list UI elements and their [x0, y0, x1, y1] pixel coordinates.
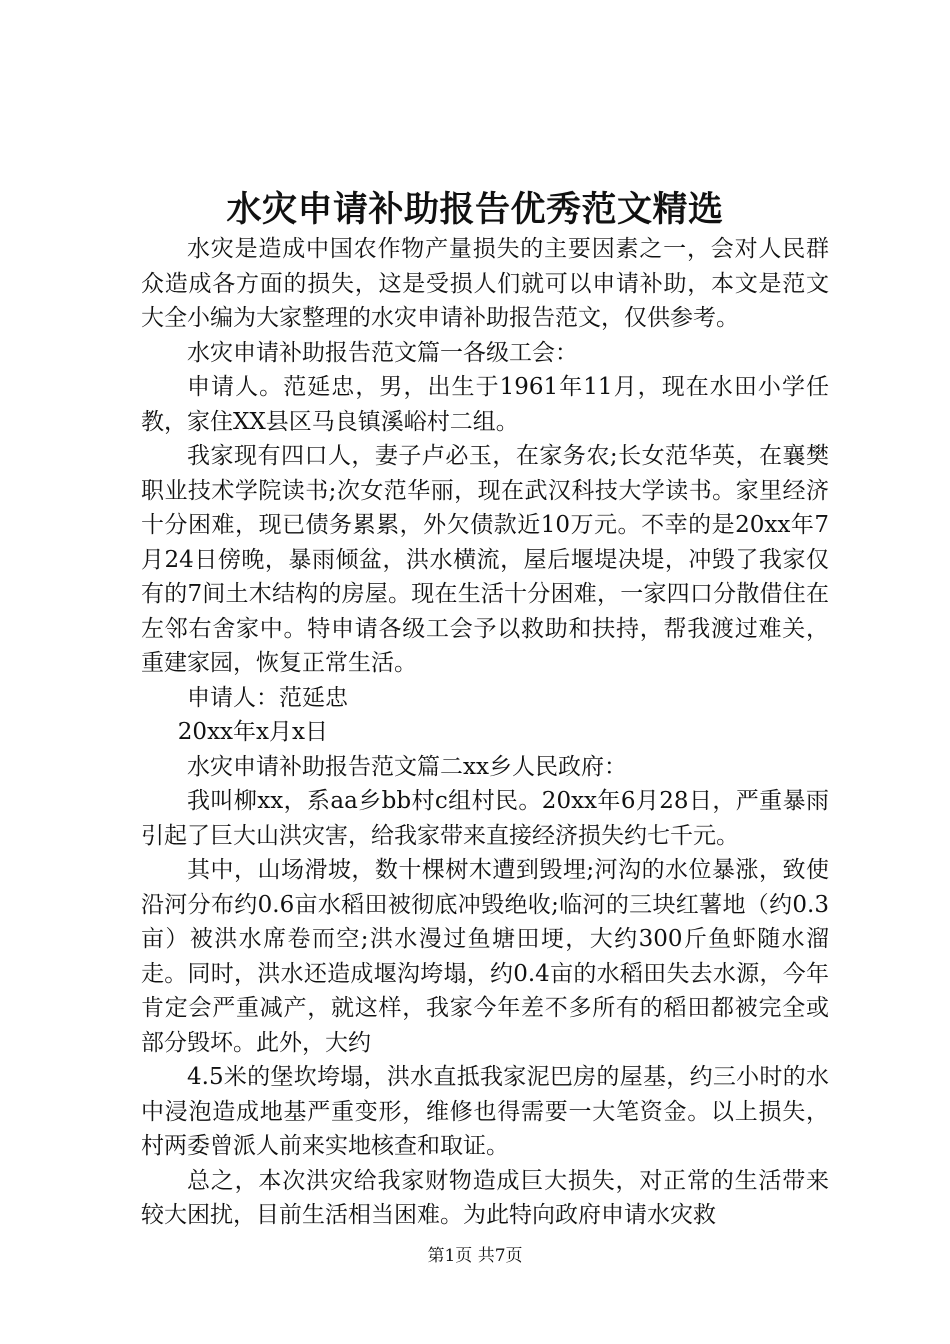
conclusion-paragraph: 总之，本次洪灾给我家财物造成巨大损失，对正常的生活带来较大困扰，目前生活相当困难。为此特向政府申请水灾救 [141, 1167, 829, 1228]
self-introduction-paragraph: 我叫柳xx，系aa乡bb村c组村民。20xx年6月28日，严重暴雨引起了巨大山洪灾害，给我家带来直接经济损失约七千元。 [141, 788, 829, 849]
section-heading-1: 水灾申请补助报告范文篇一各级工会： [187, 339, 578, 366]
family-situation-paragraph: 我家现有四口人，妻子卢必玉，在家务农;长女范华英，在襄樊职业技术学院读书;次女范华丽，现在武汉科技大学读书。家里经济十分困难，现已债务累累，外欠债款近10万元。不幸的是20xx年7月24日傍晚，暴雨倾盆，洪水横流，屋后堰堤决堤，冲毁了我家仅有的7间土木结构的房屋。现在生活十分困难，一家四口分散借住在左邻右舍家中。特申请各级工会予以救助和扶持，帮我渡过难关，重建家园，恢复正常生活。 [141, 443, 829, 676]
date-line: 20xx年x月x日 [177, 719, 328, 745]
foundation-damage-paragraph: 4.5米的堡坎垮塌，洪水直抵我家泥巴房的屋基，约三小时的水中浸泡造成地基严重变形，维修也得需要一大笔资金。以上损失，村两委曾派人前来实地核查和取证。 [141, 1064, 829, 1159]
applicant-info-paragraph: 申请人。范延忠，男，出生于1961年11月，现在水田小学任教，家住XX县区马良镇溪峪村二组。 [141, 374, 829, 435]
intro-paragraph: 水灾是造成中国农作物产量损失的主要因素之一，会对人民群众造成各方面的损失，这是受损人们就可以申请补助，本文是范文大全小编为大家整理的水灾申请补助报告范文，仅供参考。 [141, 236, 829, 331]
document-body [141, 232, 829, 1233]
document-title: 水灾申请补助报告优秀范文精选 [226, 189, 724, 230]
page-number-footer: 第1页 共7页 [427, 1246, 523, 1266]
loss-details-paragraph: 其中，山场滑坡，数十棵树木遭到毁埋;河沟的水位暴涨，致使沿河分布约0.6亩水稻田被彻底冲毁绝收;临河的三块红薯地（约0.3亩）被洪水席卷而空;洪水漫过鱼塘田埂，大约300斤鱼虾随水溜走。同时，洪水还造成堰沟垮塌，约0.4亩的水稻田失去水源，今年肯定会严重减产，就这样，我家今年差不多所有的稻田都被完全或部分毁坏。此外，大约 [141, 857, 829, 1056]
section-heading-2: 水灾申请补助报告范文篇二xx乡人民政府： [187, 753, 627, 780]
signature-line: 申请人：范延忠 [187, 684, 348, 711]
